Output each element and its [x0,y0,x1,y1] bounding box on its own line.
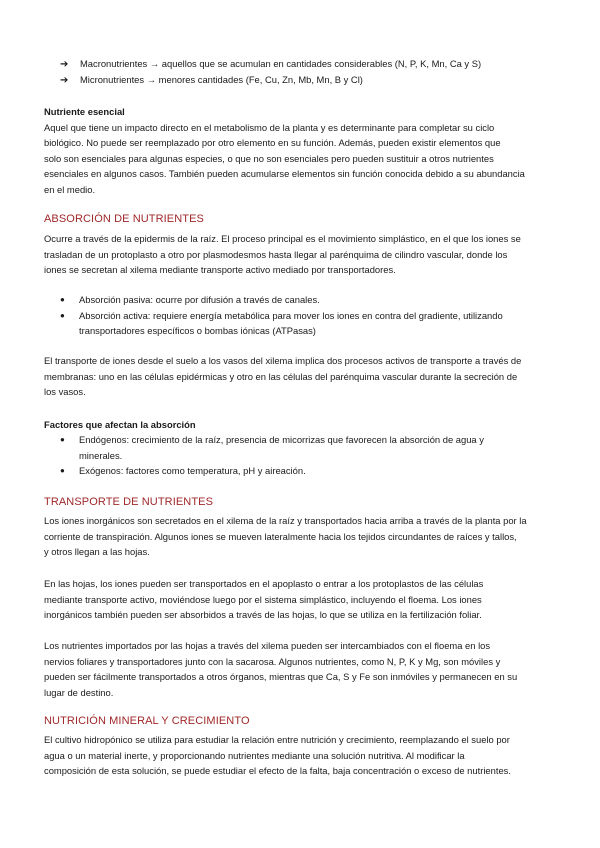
absorption-factors-heading [44,417,556,433]
list-item [60,74,560,90]
text-line: esenciales en algunos casos. También pueden acumularse elementos sin función conocida debido a su abundancia [44,168,525,180]
text-line: solo son esenciales para algunas especies, o que no son esenciales pero pueden sustituir a otros nutrientes [44,152,494,164]
list-item [60,432,550,463]
text-line: corriente de transpiración. Algunos iones se mueven lateralmente hacia los tejidos circundantes de raíces y tallos, [44,530,517,542]
arrow-icon: ➔ [60,74,69,86]
mineral-nutrition-section [44,714,556,779]
list-item [60,58,560,74]
absorption-factors-list [60,432,550,479]
text-line: y otros llegan a las hojas. [44,546,150,558]
text-line: Aquel que tiene un impacto directo en el metabolismo de la planta y es determinante para completar su ciclo [44,121,495,133]
section-subheading: Nutriente esencial [44,106,125,117]
text-line: lugar de destino. [44,686,114,698]
list-item-text: Absorción pasiva: ocurre por difusión a través de canales. [79,294,320,305]
text-line: los vasos. [44,386,86,398]
bullet-icon: ● [60,466,65,476]
list-item [60,463,550,479]
text-line: El cultivo hidropónico se utiliza para estudiar la relación entre nutrición y crecimiento, reemplazando el suelo por [44,734,510,745]
text-line: membranas: uno en las células epidérmicas y otro en las células del parénquima vascular durante la secreción de [44,370,518,382]
section-title: ABSORCIÓN DE NUTRIENTES [44,213,204,225]
absorption-section [44,212,556,278]
ion-transport-paragraph [44,353,556,400]
nutrient-arrow-list [60,58,560,89]
section-title: TRANSPORTE DE NUTRIENTES [44,496,214,508]
text-line: En las hojas, los iones pueden ser transportados en el apoplasto o entrar a los protoplastos de las células [44,578,484,589]
bullet-icon: ● [60,295,65,304]
list-item-text: Macronutrientes → aquellos que se acumulan en cantidades considerables (N, P, K, Mn, Ca y S) [80,58,482,69]
list-item-text: Endógenos: crecimiento de la raíz, presencia de micorrizas que favorecen la absorción de agua y minerales. [79,434,484,461]
list-item-text: Micronutrientes → menores cantidades (Fe, Cu, Zn, Mb, Mn, B y Cl) [80,73,363,85]
bullet-icon: ● [60,435,65,444]
list-item [60,292,550,308]
section-subheading: Factores que afectan la absorción [44,419,196,430]
text-line: inorgánicos también pueden ser absorbidos a través de las hojas, lo que se utiliza en la fertilización foliar. [44,609,482,621]
list-item-text: Absorción activa: requiere energía metabólica para mover los iones en contra del gradiente, utilizando transportadores específicos o bombas iónicas (ATPasas) [79,309,503,337]
text-line: en el medio. [44,183,96,195]
absorption-types-list [60,292,550,339]
text-line: mediante transporte activo, moviéndose luego por el sistema simplástico, incluyendo el floema. Los iones [44,593,482,605]
text-line: biológico. No puede ser reemplazado por otro elemento en su función. Además, pueden existir elementos que [44,137,501,149]
transport-section [44,495,556,560]
text-line: Ocurre a través de la epidermis de la raíz. El proceso principal es el movimiento simplástico, en el que los iones se [44,233,521,244]
text-line: nervios foliares y transportadores junto con la sacarosa. Algunos nutrientes, como N, P, K y Mg, son móviles y [44,655,501,667]
list-item-text: Exógenos: factores como temperatura, pH y aireación. [79,465,306,477]
essential-nutrient-section [44,104,556,198]
leaf-transport-paragraph [44,576,556,623]
text-line: Los iones inorgánicos son secretados en el xilema de la raíz y transportados hacia arriba a través de la planta por la [44,515,527,526]
list-item [60,308,550,339]
text-line: agua o un material inerte, y proporcionando nutrientes mediante una solución nutritiva. Al modificar la [44,749,465,761]
text-line: composición de esta solución, se puede estudiar el efecto de la falta, baja concentración o exceso de nutrientes. [44,765,511,777]
section-title: NUTRICIÓN MINERAL Y CRECIMIENTO [44,715,250,727]
text-line: Los nutrientes importados por las hojas a través del xilema pueden ser intercambiados con el floema en los [44,640,491,651]
text-line: trasladan de un protoplasto a otro por plasmodesmos hasta llegar al parénquima de cilindro vascular, donde los [44,248,508,260]
bullet-icon: ● [60,310,65,320]
nutrient-mobility-paragraph [44,638,556,700]
text-line: pueden ser fácilmente transportados a otros órganos, mientras que Ca, S y Fe son inmóviles y permanecen en su [44,671,518,683]
text-line: iones se secretan al xilema mediante transporte activo mediado por transportadores. [44,264,396,276]
arrow-icon: ➔ [60,59,69,70]
text-line: El transporte de iones desde el suelo a los vasos del xilema implica dos procesos activos de transporte a través de [44,355,522,366]
